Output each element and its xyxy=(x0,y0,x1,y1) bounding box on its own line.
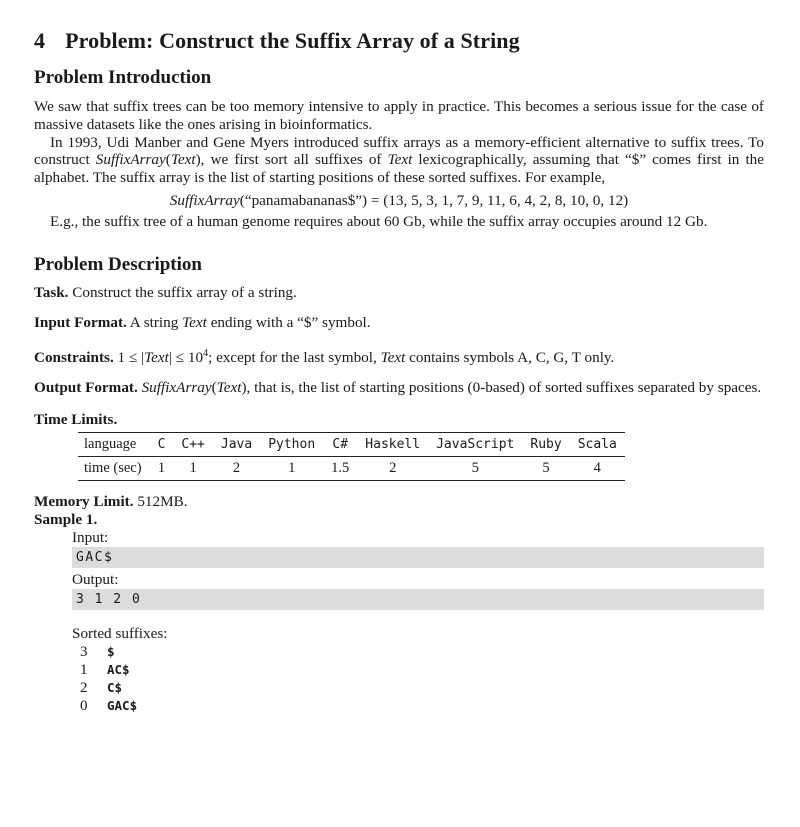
intro-heading: Problem Introduction xyxy=(34,67,212,88)
sample-input-box: GAC$ xyxy=(72,547,764,568)
table-header-cell: Python xyxy=(260,432,323,456)
table-header-language: language xyxy=(78,432,150,456)
table-row-label: time (sec) xyxy=(78,456,150,480)
sample-output-box: 3 1 2 0 xyxy=(72,589,764,610)
table-header-cell: Java xyxy=(213,432,260,456)
intro-paragraph-2: In 1993, Udi Manber and Gene Myers introduced suffix arrays as a memory-efficient alternative to suffix trees. To construct SuffixArray(Text), we first sort all suffixes of Text lexicographically, assuming that “$” comes first in the alphabet. The suffix array is the list of starting positions of these sorted suffixes. For example, xyxy=(34,133,765,187)
table-cell: 1 xyxy=(150,456,174,480)
time-limits-label: Time Limits. xyxy=(34,410,118,428)
table-cell: 1 xyxy=(260,456,323,480)
constraints-label: Constraints. xyxy=(34,348,114,366)
suffix-index: 2 xyxy=(80,679,88,696)
table-header-cell: C++ xyxy=(173,432,212,456)
sample-input-label: Input: xyxy=(72,528,109,546)
table-cell: 5 xyxy=(522,456,569,480)
section-number: 4 xyxy=(34,28,46,53)
suffix-text: $ xyxy=(107,643,115,659)
sample-label: Sample 1. xyxy=(34,510,98,528)
memory-limit-value: 512MB. xyxy=(137,492,188,510)
list-item xyxy=(80,643,764,661)
memory-limit-line xyxy=(34,493,764,511)
time-limits-table xyxy=(78,432,625,481)
table-cell: 5 xyxy=(428,456,522,480)
table-header-cell: Ruby xyxy=(522,432,569,456)
table-header-cell: C# xyxy=(323,432,357,456)
description-heading: Problem Description xyxy=(34,253,202,275)
suffix-index: 3 xyxy=(80,643,88,660)
table-cell: 2 xyxy=(357,456,428,480)
table-cell: 1 xyxy=(173,456,212,480)
suffix-index: 1 xyxy=(80,661,88,678)
suffixarray-fn: SuffixArray xyxy=(95,151,166,169)
input-format-line: Input Format. A string Text ending with a “$” symbol. xyxy=(34,313,371,331)
table-row xyxy=(78,456,625,480)
table-cell: 2 xyxy=(213,456,260,480)
suffix-text: C$ xyxy=(107,679,123,695)
intro-paragraph-1: We saw that suffix trees can be too memory intensive to apply in practice. This becomes a serious issue for the case of massive datasets like the ones arising in bioinformatics. xyxy=(34,98,764,133)
table-header-row xyxy=(78,432,625,456)
constraints-line: Constraints. 1 ≤ |Text| ≤ $10^4$; except for the last symbol, Text contains symbols A, C, G, T only. xyxy=(34,347,615,366)
task-line: Task. Construct the suffix array of a string. xyxy=(34,283,297,301)
sample-output-label: Output: xyxy=(72,570,119,588)
suffix-text: GAC$ xyxy=(107,697,138,713)
intro-paragraph-3: E.g., the suffix tree of a human genome requires about 60 Gb, while the suffix array occupies around 12 Gb. xyxy=(50,212,708,230)
task-label: Task. xyxy=(34,283,69,301)
input-format-label: Input Format. xyxy=(34,313,127,331)
page xyxy=(34,26,764,715)
table-cell: 4 xyxy=(570,456,625,480)
output-format-label: Output Format. xyxy=(34,378,138,396)
section-title xyxy=(34,26,764,56)
table-header-cell: JavaScript xyxy=(428,432,522,456)
table-header-cell: Haskell xyxy=(357,432,428,456)
table-cell: 1.5 xyxy=(323,456,357,480)
list-item xyxy=(80,697,764,715)
output-format-line: Output Format. SuffixArray(Text), that is, the list of starting positions (0-based) of sorted suffixes separated by spaces. xyxy=(34,378,762,396)
table-header-cell: Scala xyxy=(570,432,625,456)
example-equation: SuffixArray(“panamabananas$”) = (13, 5, 3, 1, 7, 9, 11, 6, 4, 2, 8, 10, 0, 12) xyxy=(169,191,629,209)
list-item xyxy=(80,679,764,697)
suffix-text: AC$ xyxy=(107,661,130,677)
memory-limit-label: Memory Limit. xyxy=(34,492,134,510)
section-title-text: Problem: Construct the Suffix Array of a String xyxy=(65,28,520,53)
list-item xyxy=(80,661,764,679)
sorted-suffixes-label: Sorted suffixes: xyxy=(72,624,168,642)
suffix-index: 0 xyxy=(80,697,88,714)
table-header-cell: C xyxy=(150,432,174,456)
